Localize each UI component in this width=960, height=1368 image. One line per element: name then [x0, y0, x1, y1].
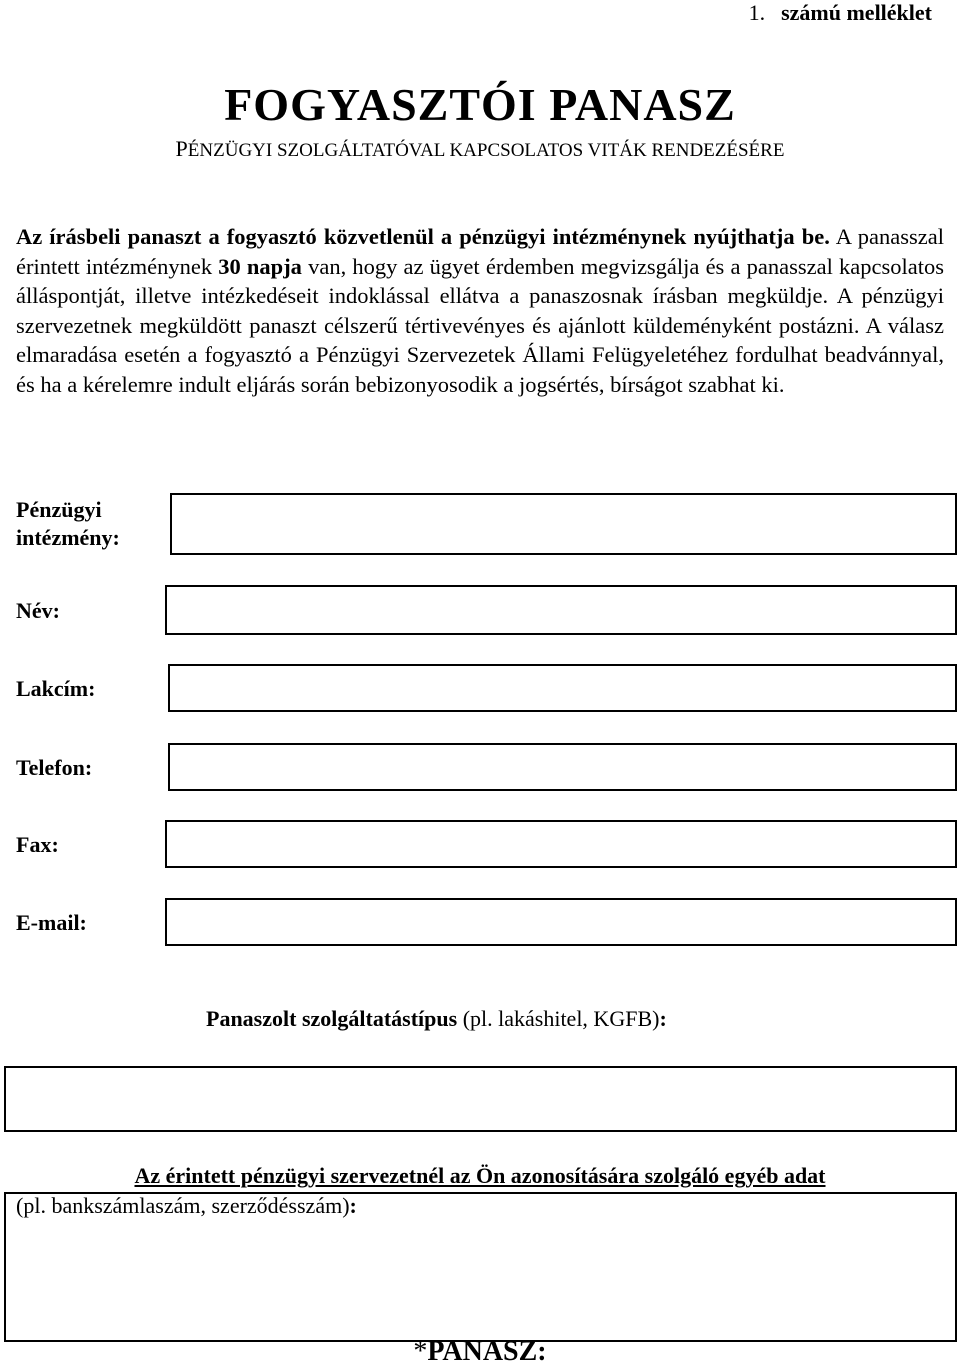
intro-lead: Az írásbeli panaszt a fogyasztó közvetlenül a pénzügyi intézménynek nyújthatja be. — [16, 224, 830, 249]
other-data-colon: : — [349, 1193, 357, 1218]
institution-label — [16, 496, 120, 552]
address-label: Lakcím: — [16, 676, 96, 701]
subtitle-initial: P — [175, 136, 188, 161]
fax-label: Fax: — [16, 832, 59, 857]
address-input[interactable] — [168, 664, 957, 712]
intro-part3: van, hogy az ügyet érdemben megvizsgálja és a panasszal kapcsolatos álláspontját, illetve intézkedéseit indoklással ellátva a panaszosnak írásban megküldje. A pénzügyi szervezetnek megküldött panaszt célszerű tértivevényes és ajánlott küldeményként postázni. A válasz elmaradása esetén a fogyasztó a Pénzügyi Szervezetek Állami Felügyeletéhez fordulhat beadvánnyal, és ha a kérelemre indult eljárás során bebizonyosodik a jogsértés, bírságot szabhat ki. — [16, 253, 944, 397]
email-input[interactable] — [165, 898, 957, 946]
service-type-label-bold: Panaszolt szolgáltatástípus — [206, 1006, 458, 1031]
other-data-title — [0, 1163, 960, 1189]
institution-input[interactable] — [170, 493, 957, 555]
complaint-heading — [0, 1336, 960, 1368]
service-type-input[interactable] — [4, 1066, 957, 1132]
subtitle-rest: ÉNZÜGYI SZOLGÁLTATÓVAL KAPCSOLATOS VITÁK RENDEZÉSÉRE — [187, 140, 785, 161]
complaint-label: PANASZ: — [427, 1336, 547, 1367]
annex-number: 1. — [748, 0, 766, 25]
intro-deadline: 30 napja — [218, 253, 302, 279]
document-title: FOGYASZTÓI PANASZ — [224, 79, 736, 130]
annex-label — [749, 0, 932, 26]
service-type-label-example: (pl. lakáshitel, KGFB) — [457, 1006, 660, 1031]
institution-label-line2: intézmény: — [16, 525, 120, 550]
phone-input[interactable] — [168, 743, 957, 791]
fax-input[interactable] — [165, 820, 957, 868]
complaint-asterisk: * — [413, 1336, 428, 1367]
institution-label-line1: Pénzügyi — [16, 497, 102, 522]
service-type-label — [206, 1006, 667, 1032]
service-type-label-colon: : — [659, 1006, 667, 1031]
phone-label: Telefon: — [16, 755, 93, 780]
other-data-subtitle — [16, 1193, 357, 1219]
intro-part2: A panasszal érintett intézménynek — [16, 224, 944, 279]
annex-text: számú melléklet — [781, 0, 932, 25]
other-data-title-text: Az érintett pénzügyi szervezetnél az Ön azonosítására szolgáló egyéb adat — [134, 1163, 826, 1188]
name-input[interactable] — [165, 585, 957, 635]
document-subtitle — [0, 136, 960, 162]
intro-paragraph — [16, 222, 944, 399]
name-label: Név: — [16, 598, 60, 623]
other-data-example: (pl. bankszámlaszám, szerződésszám) — [16, 1193, 350, 1218]
email-label: E-mail: — [16, 910, 87, 935]
